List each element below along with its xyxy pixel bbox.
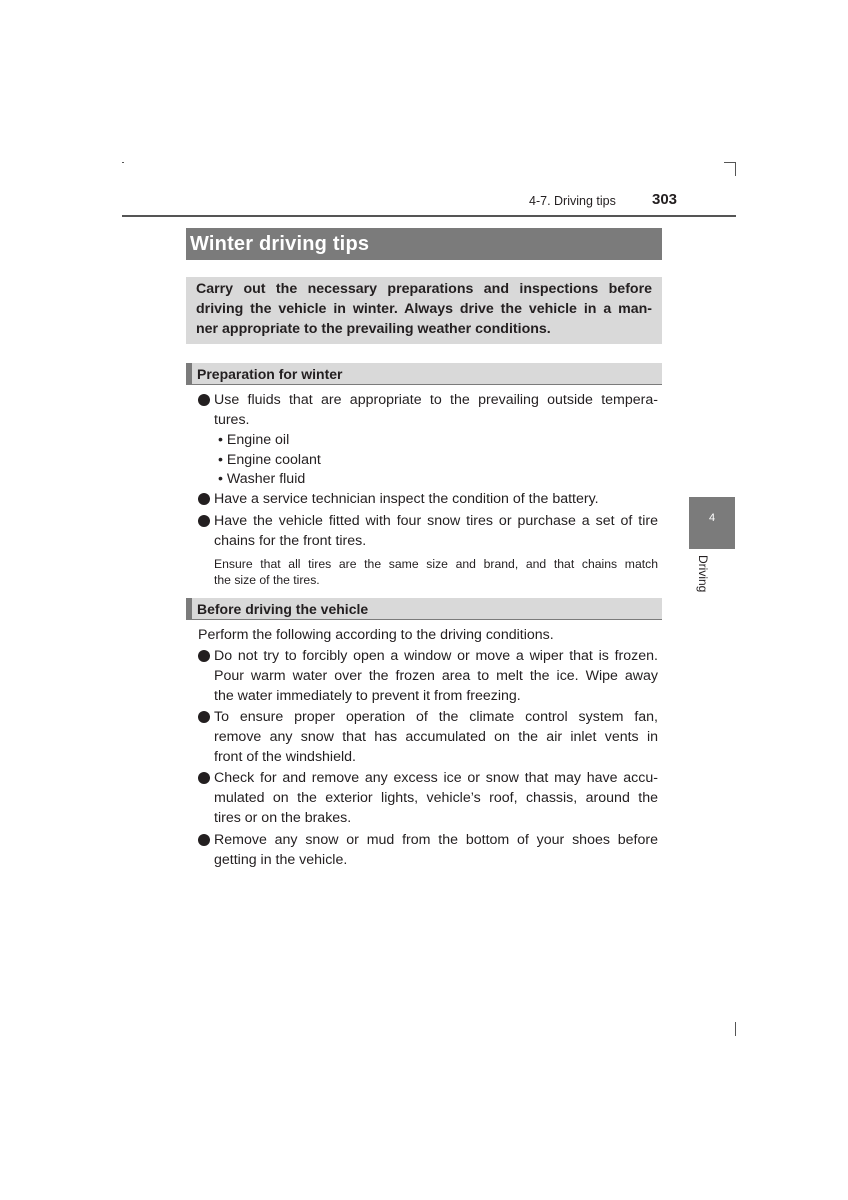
sub-item-label: Engine coolant — [226, 452, 321, 468]
list-item-line: Have the vehicle fitted with four snow tires or purchase a set of tire — [214, 513, 658, 529]
list-item-line: Pour warm water over the frozen area to melt the ice. Wipe away — [214, 668, 658, 684]
intro-line: Carry out the necessary preparations and inspections before — [196, 281, 652, 297]
list-item — [214, 390, 658, 430]
list-item — [214, 768, 658, 828]
list-item-line: tures. — [214, 412, 250, 428]
bullet-icon — [198, 650, 210, 662]
intro-line: driving the vehicle in winter. Always drive the vehicle in a man- — [196, 301, 652, 317]
intro-line: ner appropriate to the prevailing weather conditions. — [196, 321, 551, 337]
section-heading-preparation: Preparation for winter — [186, 363, 662, 385]
list-item-line: mulated on the exterior lights, vehicle’s roof, chassis, around the — [214, 790, 658, 806]
list-item-line: the water immediately to prevent it from freezing. — [214, 688, 521, 704]
list-item-line: tires or on the brakes. — [214, 810, 352, 826]
intro-box — [186, 277, 662, 344]
sub-list-item: • Engine coolant — [218, 452, 321, 468]
list-item-line: Do not try to forcibly open a window or move a wiper that is frozen. — [214, 648, 658, 664]
bullet-icon — [198, 772, 210, 784]
sub-list-item: • Engine oil — [218, 432, 290, 448]
list-item — [214, 707, 658, 767]
bullet-icon — [198, 711, 210, 723]
note-line: the size of the tires. — [214, 573, 320, 587]
crop-mark — [735, 1022, 736, 1036]
note-line: Ensure that all tires are the same size and brand, and that chains match — [214, 557, 658, 571]
page-number: 303 — [652, 191, 678, 208]
crop-mark — [735, 162, 736, 176]
list-item — [214, 646, 658, 706]
list-item-line: Use fluids that are appropriate to the prevailing outside tempera- — [214, 392, 658, 408]
list-item-line: front of the windshield. — [214, 749, 356, 765]
list-item-line: Remove any snow or mud from the bottom of your shoes before — [214, 832, 658, 848]
list-item-line: getting in the vehicle. — [214, 852, 348, 868]
lead-text: Perform the following according to the driving conditions. — [198, 627, 554, 643]
list-item: Have a service technician inspect the condition of the battery. — [214, 491, 599, 507]
chapter-number: 4 — [708, 512, 716, 524]
list-item-line: To ensure proper operation of the climate control system fan, — [214, 709, 658, 725]
header-rule — [122, 215, 736, 217]
bullet-icon — [198, 515, 210, 527]
list-item — [214, 830, 658, 870]
bullet-icon — [198, 834, 210, 846]
sub-item-label: Washer fluid — [226, 471, 306, 487]
note-text — [214, 556, 658, 588]
section-heading-before-driving: Before driving the vehicle — [186, 598, 662, 620]
bullet-icon — [198, 394, 210, 406]
section-header: 4-7. Driving tips — [529, 194, 616, 208]
list-item — [214, 511, 658, 551]
bullet-icon — [198, 493, 210, 505]
list-item-line: chains for the front tires. — [214, 533, 367, 549]
crop-mark — [122, 162, 124, 163]
chapter-label: Driving — [696, 555, 710, 593]
list-item-line: remove any snow that has accumulated on the air inlet vents in — [214, 729, 658, 745]
page-title: Winter driving tips — [186, 228, 662, 260]
list-item-line: Check for and remove any excess ice or snow that may have accu- — [214, 770, 658, 786]
sub-item-label: Engine oil — [226, 432, 290, 448]
sub-list-item: • Washer fluid — [218, 471, 306, 487]
chapter-tab[interactable] — [689, 497, 735, 549]
